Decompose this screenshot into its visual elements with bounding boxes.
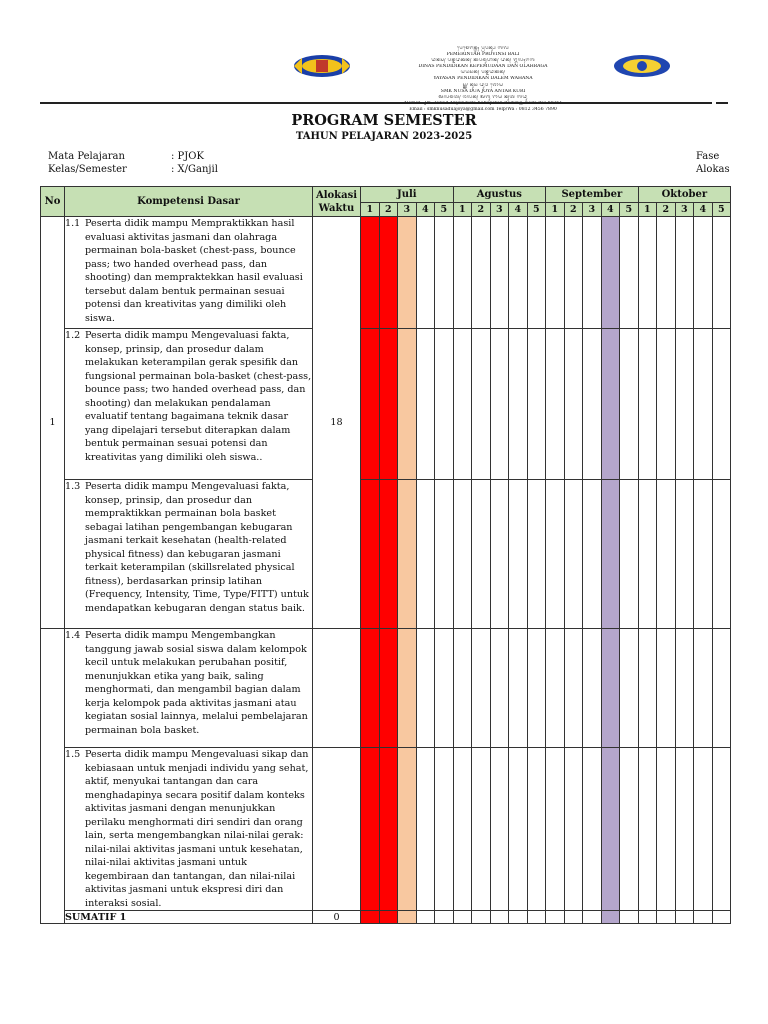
week-cell	[675, 629, 694, 748]
week-cell	[361, 329, 380, 480]
week-header-cell: 2	[657, 203, 676, 217]
week-header-cell: 3	[490, 203, 509, 217]
week-cell	[675, 329, 694, 480]
week-cell	[453, 480, 472, 629]
week-cell	[379, 480, 398, 629]
week-cell	[546, 217, 565, 329]
week-cell	[453, 629, 472, 748]
letterhead-line: ᬬᬬᬲᬦ᭄ ᬧᭂᬦ᭄ᬤᬶᬤᬶᬓᬦ᭄	[460, 70, 506, 76]
week-cell	[583, 748, 602, 911]
week-cell	[472, 748, 491, 911]
week-cell	[638, 911, 657, 924]
mapel-value: : PJOK	[171, 151, 204, 162]
table-row	[41, 480, 731, 629]
week-cell	[509, 480, 528, 629]
kelas-value: : X/Ganjil	[171, 164, 218, 175]
week-cell	[583, 329, 602, 480]
header-month-juli: Juli	[361, 187, 454, 203]
header-month-september: September	[546, 187, 639, 203]
letterhead-line: Email : smknusaduajoya@gmail.com Telp/Wa : 0812 3456 7890	[409, 106, 557, 112]
week-cell	[509, 911, 528, 924]
week-cell	[620, 217, 639, 329]
week-cell	[657, 748, 676, 911]
week-cell	[490, 629, 509, 748]
week-cell	[361, 748, 380, 911]
fase-label: Fase	[696, 151, 720, 162]
week-cell	[416, 480, 435, 629]
week-cell	[527, 911, 546, 924]
alokasi-value: 18	[313, 217, 361, 629]
table-row	[41, 629, 731, 748]
week-cell	[583, 480, 602, 629]
week-header-cell: 1	[453, 203, 472, 217]
week-cell	[416, 748, 435, 911]
week-cell	[453, 748, 472, 911]
kompetensi-dasar-cell	[65, 629, 313, 748]
week-cell	[435, 329, 454, 480]
week-cell	[638, 217, 657, 329]
week-cell	[398, 629, 417, 748]
week-cell	[435, 748, 454, 911]
week-cell	[509, 629, 528, 748]
week-cell	[620, 329, 639, 480]
week-header-cell: 3	[583, 203, 602, 217]
meta-values	[171, 150, 218, 176]
header-month-oktober: Oktober	[638, 187, 731, 203]
letterhead-line: YAYASAN PENDIDIKAN DALEM WAHANA	[433, 76, 533, 82]
week-cell	[694, 911, 713, 924]
week-cell	[712, 629, 731, 748]
week-cell	[675, 217, 694, 329]
week-cell	[694, 329, 713, 480]
week-header-cell: 1	[361, 203, 380, 217]
alokasi-empty	[313, 629, 361, 748]
week-cell	[620, 911, 639, 924]
week-cell	[620, 480, 639, 629]
week-cell	[453, 911, 472, 924]
kompetensi-dasar-cell	[65, 480, 313, 629]
header-kompetensi-dasar: Kompetensi Dasar	[65, 187, 313, 217]
header-alokasi-line2: Waktu	[318, 202, 355, 214]
week-cell	[472, 329, 491, 480]
school-logo-icon	[612, 52, 672, 80]
week-cell	[398, 217, 417, 329]
week-cell	[583, 629, 602, 748]
week-cell	[657, 480, 676, 629]
week-header-cell: 4	[416, 203, 435, 217]
header-alokasi-waktu	[313, 187, 361, 217]
week-header-cell: 5	[527, 203, 546, 217]
week-header-cell: 5	[620, 203, 639, 217]
week-cell	[416, 329, 435, 480]
week-cell	[601, 329, 620, 480]
week-cell	[490, 748, 509, 911]
table-body	[41, 217, 731, 924]
sumatif-label: SUMATIF 1	[65, 911, 313, 924]
week-header-cell: 4	[694, 203, 713, 217]
week-cell	[675, 748, 694, 911]
kd-number: 1.4	[65, 630, 81, 641]
week-cell	[509, 217, 528, 329]
letterhead	[248, 44, 712, 112]
week-header-cell: 2	[564, 203, 583, 217]
week-header-cell: 5	[435, 203, 454, 217]
kompetensi-dasar-cell	[65, 329, 313, 480]
week-cell	[453, 329, 472, 480]
week-cell	[361, 217, 380, 329]
week-cell	[601, 217, 620, 329]
letterhead-line: Alamat : Jln. Tukad Anyar Kuta Kabupaten Badung, Kode Pos 80361	[403, 100, 563, 106]
program-semester-table	[40, 186, 731, 924]
week-cell	[416, 911, 435, 924]
week-cell	[712, 480, 731, 629]
week-cell	[694, 748, 713, 911]
week-header-cell: 4	[601, 203, 620, 217]
kd-text: Peserta didik mampu Mengembangkan tanggung jawab sosial siswa dalam kelompok kecil untuk melakukan perubahan positif, menunjukkan etika yang baik, saling menghormati, dan mengambil bagian dalam kerja kelompok pada aktivitas jasmani atau kegiatan sosial lainnya, melalui pembelajaran permainan bola basket.	[85, 630, 308, 736]
week-cell	[712, 217, 731, 329]
week-cell	[564, 629, 583, 748]
week-header-cell: 1	[546, 203, 565, 217]
week-cell	[472, 629, 491, 748]
week-cell	[379, 911, 398, 924]
week-cell	[472, 217, 491, 329]
letterhead-rule-left	[40, 102, 248, 104]
week-cell	[361, 480, 380, 629]
week-cell	[564, 329, 583, 480]
week-cell	[379, 217, 398, 329]
sumatif-row	[41, 911, 731, 924]
week-cell	[546, 911, 565, 924]
week-cell	[527, 748, 546, 911]
week-cell	[638, 480, 657, 629]
week-cell	[398, 748, 417, 911]
letterhead-line: ᬧᬾᬫᬾᬭᬶᬦ᭄ᬢᬄ ᬧ᭄ᬭᬧᬶᬦ᭄ᬲᬶ ᬩᬮᬶ	[456, 46, 510, 51]
week-cell	[694, 629, 713, 748]
week-cell	[379, 629, 398, 748]
week-header-cell: 3	[675, 203, 694, 217]
header-month-agustus: Agustus	[453, 187, 546, 203]
week-cell	[398, 329, 417, 480]
week-cell	[490, 217, 509, 329]
week-cell	[657, 217, 676, 329]
week-cell	[472, 911, 491, 924]
letterhead-line: ᬤᬶᬦᬲ᭄ ᬧᭂᬦ᭄ᬤᬶᬤᬶᬓᬦ᭄ ᬓᭂᬧᭂᬫᬸᬤᬵᬦ᭄ ᬤᬦ᭄ ᬑᬮᬄᬭᬕ	[431, 58, 535, 64]
week-cell	[361, 629, 380, 748]
week-cell	[527, 480, 546, 629]
week-cell	[620, 748, 639, 911]
week-cell	[694, 217, 713, 329]
kd-text: Peserta didik mampu Mengevaluasi fakta, konsep, prinsip, dan prosedur dalam melakukan keterampilan gerak spesifik dan fungsional permainan bola-basket (chest-pass, bounce pass; two handed overhead pass, dan shooting) dan melakukan pendalaman evaluatif tentang bagaimana teknik dasar yang dipelajari tersebut diterapkan dalam bentuk permainan sesuai potensi dan kreativitas yang dimiliki oleh siswa..	[85, 330, 312, 463]
week-cell	[509, 329, 528, 480]
week-header-cell: 1	[638, 203, 657, 217]
table-row	[41, 329, 731, 480]
kompetensi-dasar-cell	[65, 217, 313, 329]
letterhead-rule	[248, 102, 712, 104]
page-title: PROGRAM SEMESTER	[291, 112, 477, 129]
week-cell	[601, 480, 620, 629]
letterhead-line: ᬲ᭄ᬫ᭄ᬓ᭄ ᬦᬸᬲ ᬤᬸᬯ ᬚᭀᬬ	[462, 82, 504, 88]
week-cell	[490, 480, 509, 629]
week-cell	[638, 629, 657, 748]
week-cell	[583, 911, 602, 924]
week-header-cell: 2	[379, 203, 398, 217]
alokasi-empty	[313, 748, 361, 911]
week-cell	[564, 480, 583, 629]
week-cell	[657, 911, 676, 924]
kd-number: 1.1	[65, 218, 81, 229]
week-cell	[435, 217, 454, 329]
row-number-empty	[41, 629, 65, 924]
kompetensi-dasar-cell	[65, 748, 313, 911]
week-cell	[435, 911, 454, 924]
week-cell	[435, 480, 454, 629]
week-cell	[435, 629, 454, 748]
week-cell	[601, 748, 620, 911]
week-cell	[712, 911, 731, 924]
alokasi-label: Alokas	[696, 164, 730, 175]
meta-right	[696, 150, 730, 176]
week-cell	[675, 480, 694, 629]
mapel-label: Mata Pelajaran	[48, 151, 125, 162]
letterhead-line: PEMERINTAH PROVINSI BALI	[446, 52, 520, 58]
week-cell	[453, 217, 472, 329]
week-cell	[657, 629, 676, 748]
week-cell	[564, 748, 583, 911]
week-cell	[546, 480, 565, 629]
table-row	[41, 748, 731, 911]
week-cell	[416, 217, 435, 329]
kd-text: Peserta didik mampu Mempraktikkan hasil evaluasi aktivitas jasmani dan olahraga permainan bola-basket (chest-pass, bounce pass; two handed overhead pass, dan shooting) dan mempraktekkan hasil evaluasi tersebut dalam bentuk permainan sesuai potensi dan kreativitas yang dimiliki oleh siswa.	[85, 218, 303, 324]
meta-labels	[48, 150, 127, 176]
week-cell	[490, 329, 509, 480]
week-cell	[546, 748, 565, 911]
week-cell	[490, 911, 509, 924]
week-header-cell: 5	[712, 203, 731, 217]
week-cell	[527, 217, 546, 329]
week-cell	[379, 329, 398, 480]
kd-number: 1.2	[65, 330, 81, 341]
week-cell	[379, 748, 398, 911]
row-number: 1	[41, 217, 65, 629]
kelas-label: Kelas/Semester	[48, 164, 127, 175]
kd-text: Peserta didik mampu Mengevaluasi fakta, konsep, prinsip, dan prosedur dan mempraktikkan permainan bola basket sebagai latihan pengembangan kebugaran jasmani terkait kesehatan (health-related physical fitness) dan kebugaran jasmani terkait keterampilan (skillsrelated physical fitness), berdasarkan prinsip latihan (Frequency, Intensity, Time, Type/FITT) untuk mendapatkan kebugaran dengan status baik.	[85, 481, 309, 614]
week-header-cell: 2	[472, 203, 491, 217]
week-cell	[638, 329, 657, 480]
page-subtitle: TAHUN PELAJARAN 2023-2025	[295, 131, 473, 142]
letterhead-line: SMK NUSA DUA JOYA ANTAR KURI	[440, 88, 526, 94]
week-cell	[694, 480, 713, 629]
week-cell	[564, 217, 583, 329]
week-cell	[657, 329, 676, 480]
week-cell	[583, 217, 602, 329]
week-cell	[620, 629, 639, 748]
week-cell	[546, 329, 565, 480]
week-cell	[398, 911, 417, 924]
kd-number: 1.3	[65, 481, 81, 492]
week-cell	[472, 480, 491, 629]
week-cell	[509, 748, 528, 911]
week-cell	[416, 629, 435, 748]
week-cell	[398, 480, 417, 629]
sumatif-alokasi: 0	[313, 911, 361, 924]
week-cell	[564, 911, 583, 924]
kd-text: Peserta didik mampu Mengevaluasi sikap dan kebiasaan untuk menjadi individu yang sehat, aktif, menyukai tantangan dan cara menghadapinya secara positif dalam konteks aktivitas jasmani dengan menunjukkan perilaku menghormati diri sendiri dan orang lain, serta mengembangkan nilai-nilai gerak: nilai-nilai aktivitas jasmani untuk kesehatan, nilai-nilai aktivitas jasmani untuk kegembiraan dan tantangan, dan nilai-nilai aktivitas jasmani untuk ekspresi diri dan interaksi sosial.	[85, 749, 309, 909]
week-cell	[675, 911, 694, 924]
week-cell	[601, 911, 620, 924]
header-alokasi-line1: Alokasi	[315, 189, 358, 201]
week-cell	[712, 748, 731, 911]
province-logo-icon	[292, 52, 352, 80]
letterhead-line: DINAS PENDIDIKAN KEPEMUDAAN DAN OLAHRAGA	[418, 64, 548, 70]
week-cell	[527, 329, 546, 480]
week-header-cell: 4	[509, 203, 528, 217]
week-cell	[546, 629, 565, 748]
week-cell	[601, 629, 620, 748]
week-header-cell: 3	[398, 203, 417, 217]
letterhead-line: ᬅᬮᬫᬢ᭄ ᬚᬮᬦ᭄ ᬅᬕᬸᬂ ᬭᬵᬬ ᬓᬸᬢ ᬩᬤᬸᬂ	[438, 94, 528, 100]
kd-number: 1.5	[65, 749, 81, 760]
header-no: No	[41, 187, 65, 217]
week-cell	[712, 329, 731, 480]
week-cell	[638, 748, 657, 911]
week-cell	[527, 629, 546, 748]
table-row	[41, 217, 731, 329]
week-cell	[361, 911, 380, 924]
letterhead-rule-right	[716, 102, 728, 104]
